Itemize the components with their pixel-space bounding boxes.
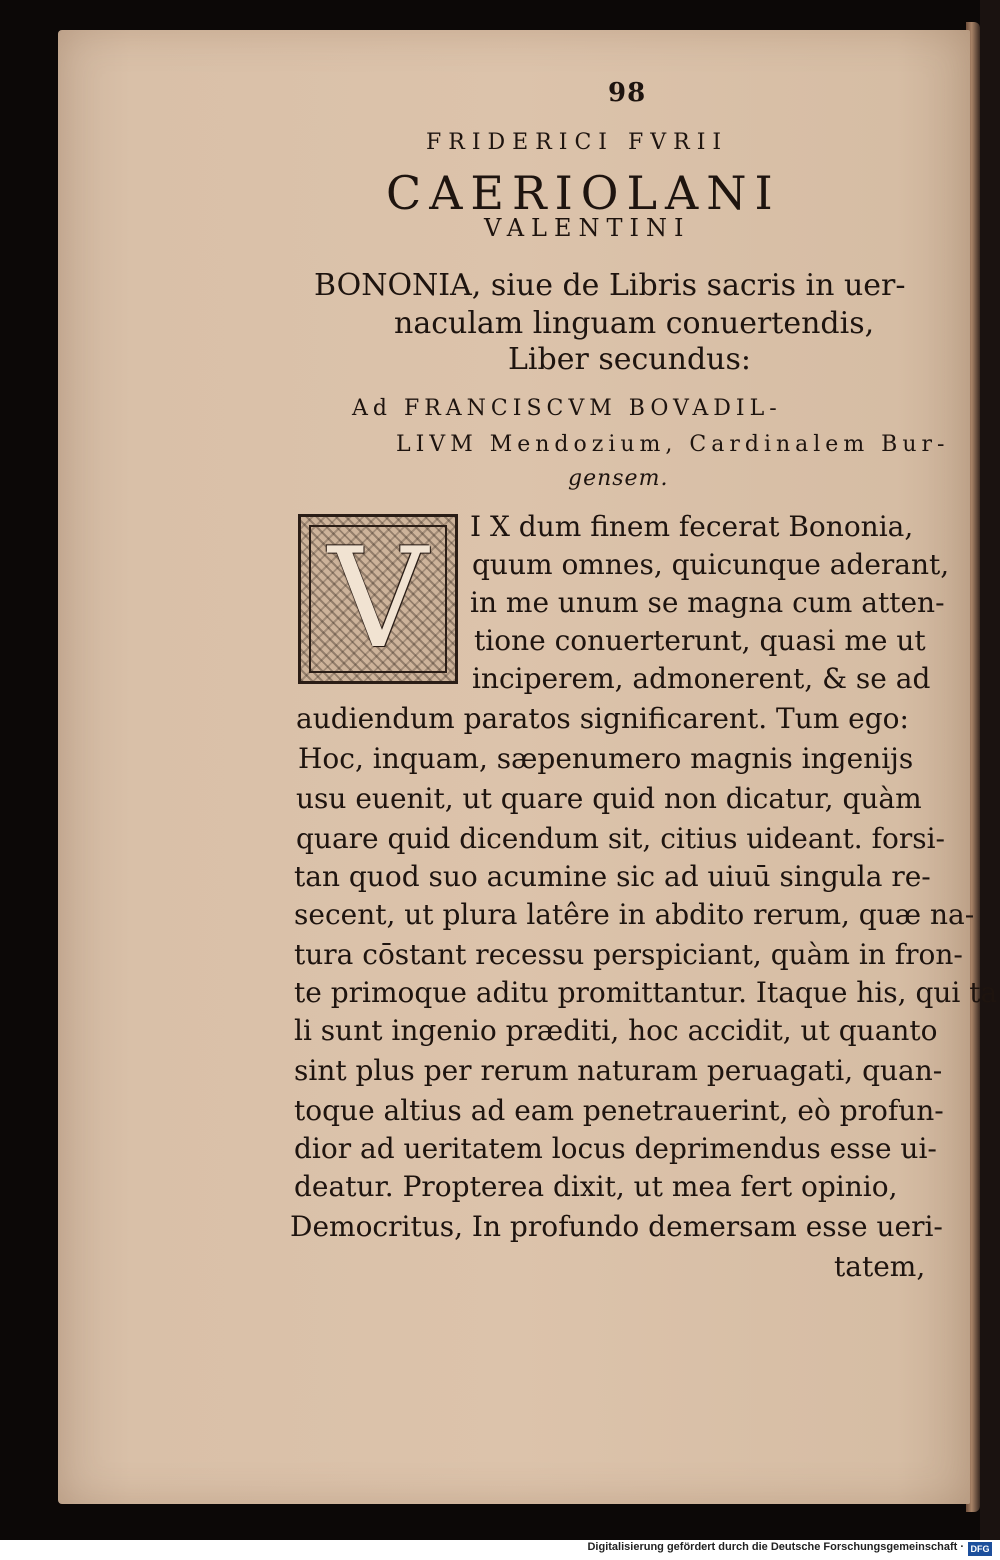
decorated-initial: [298, 514, 458, 684]
body-line: tan quod suo acumine sic ad uiuū singula re-: [294, 860, 931, 893]
body-line: usu euenit, ut quare quid non dicatur, quàm: [296, 782, 922, 815]
body-line: tione conuerterunt, quasi me ut: [474, 624, 926, 657]
body-line: Hoc, inquam, sæpenumero magnis ingenijs: [298, 742, 914, 775]
book-binding: [980, 0, 1000, 1540]
catchword: tatem,: [834, 1250, 926, 1283]
author-name-line-2: CAERIOLANI: [386, 166, 781, 220]
body-line: Democritus, In profundo demersam esse ueri-: [290, 1210, 943, 1243]
title-line-1: BONONIA, siue de Libris sacris in uer-: [314, 268, 906, 303]
footer-credit: Digitalisierung gefördert durch die Deutsche Forschungsgemeinschaft ·: [587, 1541, 964, 1553]
dfg-logo: DFG: [968, 1542, 992, 1556]
body-line: audiendum paratos significarent. Tum ego:: [296, 702, 909, 735]
body-line: deatur. Propterea dixit, ut mea fert opinio,: [294, 1170, 898, 1203]
body-line: li sunt ingenio præditi, hoc accidit, ut quanto: [294, 1014, 938, 1047]
page-number: 98: [608, 78, 647, 108]
body-line: I X dum finem fecerat Bononia,: [470, 510, 914, 543]
body-line: quum omnes, quicunque aderant,: [472, 548, 950, 581]
body-line: secent, ut plura latêre in abdito rerum, quæ na-: [294, 898, 975, 931]
body-line: inciperem, admonerent, & se ad: [472, 662, 931, 695]
body-line: te primoque aditu promittantur. Itaque his, qui ta: [294, 976, 998, 1009]
dedication-line-3: gensem.: [568, 466, 669, 491]
dedication-line-2: LIVM Mendozium, Cardinalem Bur-: [396, 432, 950, 457]
author-name-line-3: VALENTINI: [484, 214, 691, 242]
body-line: tura cōstant recessu perspiciant, quàm in fron-: [294, 938, 963, 971]
author-name-line-1: FRIDERICI FVRII: [426, 130, 729, 155]
initial-letter: V: [328, 518, 428, 679]
title-line-2: naculam linguam conuertendis,: [394, 306, 875, 341]
body-line: in me unum se magna cum atten-: [470, 586, 945, 619]
dedication-line-1: Ad FRANCISCVM BOVADIL-: [352, 396, 782, 421]
title-line-3: Liber secundus:: [508, 342, 751, 377]
body-line: quare quid dicendum sit, citius uideant. forsi-: [296, 822, 945, 855]
body-line: dior ad ueritatem locus deprimendus esse ui-: [294, 1132, 937, 1165]
body-line: sint plus per rerum naturam peruagati, quan-: [294, 1054, 943, 1087]
body-line: toque altius ad eam penetrauerint, eò profun-: [294, 1094, 944, 1127]
